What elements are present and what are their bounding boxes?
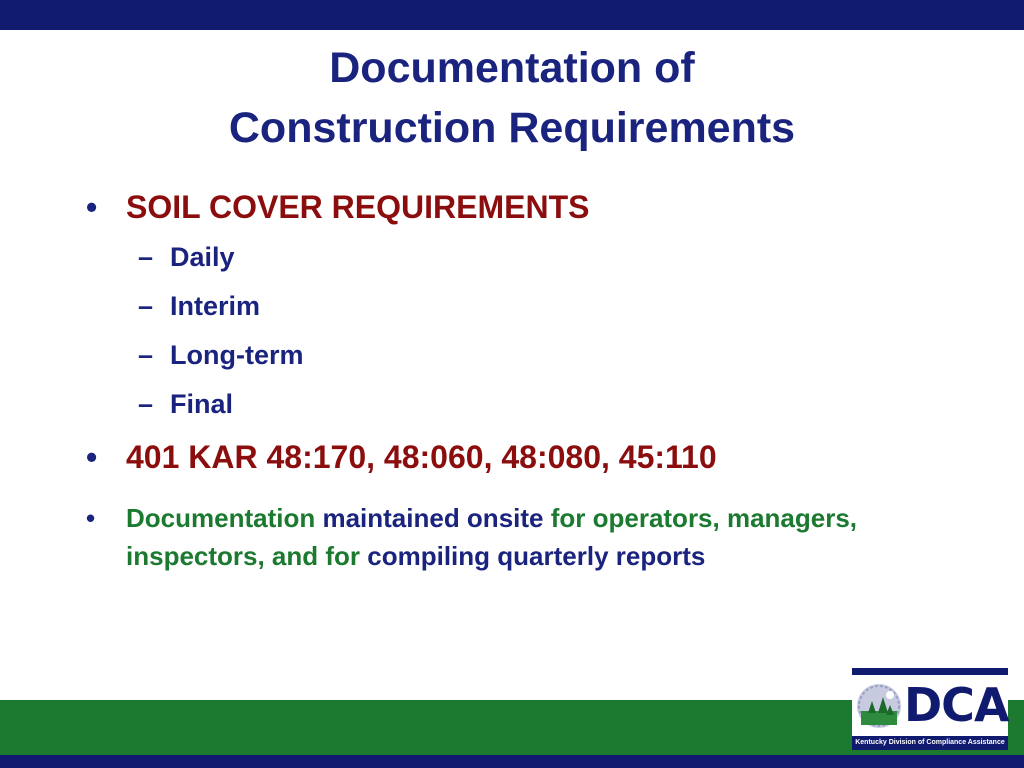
logo-subtitle: Kentucky Division of Compliance Assistance xyxy=(852,736,1008,750)
doc-text-part-2: maintained onsite xyxy=(322,503,551,533)
title-line-1: Documentation of xyxy=(329,44,695,92)
sub-bullet-final xyxy=(86,380,916,429)
dca-logo xyxy=(852,668,1008,750)
bullet-list xyxy=(86,185,916,575)
top-bar xyxy=(0,0,1024,30)
bullet-documentation xyxy=(86,499,916,575)
kentucky-emblem-icon xyxy=(856,683,902,729)
bottom-bar xyxy=(0,755,1024,768)
bullet-marker: • xyxy=(86,439,98,475)
sub-bullet-text: Long-term xyxy=(170,340,304,370)
bullet-marker: • xyxy=(86,503,96,533)
dash-marker: – xyxy=(138,340,154,370)
title-line-2: Construction Requirements xyxy=(228,104,796,152)
sub-bullet-interim xyxy=(86,282,916,331)
sub-bullet-long-term xyxy=(86,331,916,380)
sub-bullet-list xyxy=(86,233,916,429)
sub-bullet-text: Final xyxy=(170,389,234,419)
sub-bullet-text: Interim xyxy=(170,291,261,321)
bullet-marker: • xyxy=(86,189,98,225)
dash-marker: – xyxy=(138,291,154,321)
dash-marker: – xyxy=(138,389,154,419)
sub-bullet-daily xyxy=(86,233,916,282)
doc-text-part-3: for operators, managers, inspectors, and for xyxy=(126,503,858,571)
doc-text-part-4: compiling quarterly reports xyxy=(367,541,706,571)
bullet-regulations xyxy=(86,435,916,479)
bullet-text: 401 KAR 48:170, 48:060, 48:080, 45:110 xyxy=(126,439,717,475)
bullet-soil-cover xyxy=(86,185,916,229)
doc-text-part-1: Documentation xyxy=(126,503,323,533)
sub-bullet-text: Daily xyxy=(170,242,235,272)
dash-marker: – xyxy=(138,242,154,272)
logo-text: DCA xyxy=(904,678,1009,732)
slide-title xyxy=(0,38,1024,158)
bullet-text: SOIL COVER REQUIREMENTS xyxy=(126,189,590,225)
